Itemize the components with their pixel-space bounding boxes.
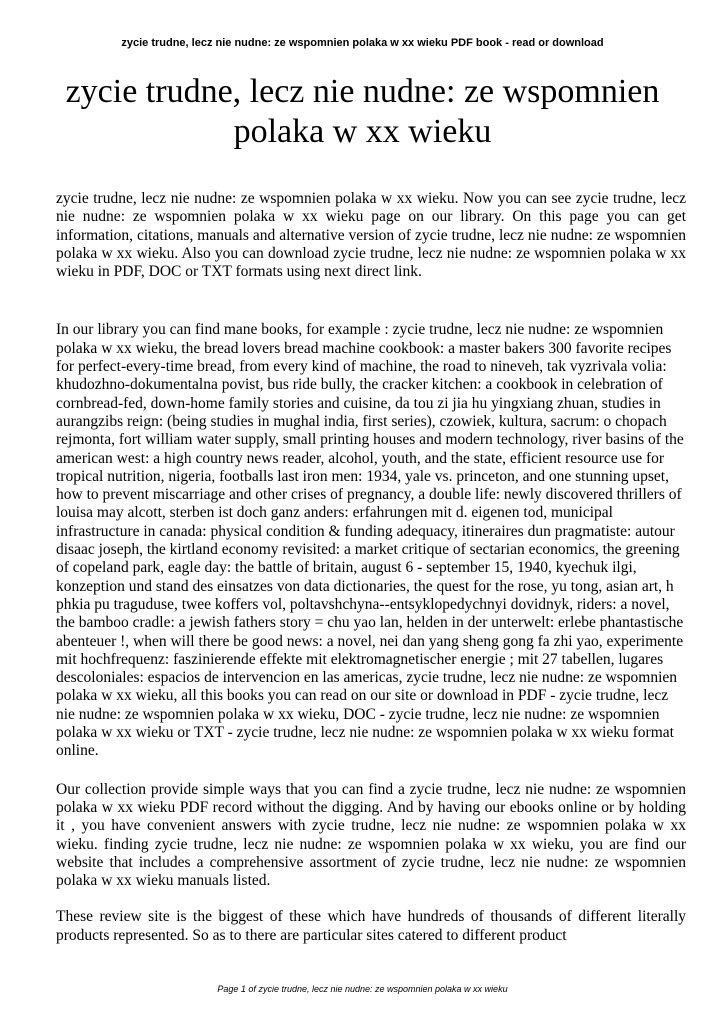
- collection-paragraph: Our collection provide simple ways that you can find a zycie trudne, lecz nie nudne: ze wspomnien polaka w xx wieku PDF record without the digging. And by having our ebooks online or by holding it , you have convenient answers with zycie trudne, lecz nie nudne: ze wspomnien polaka w xx wieku. finding zycie trudne, lecz nie nudne: ze wspomnien polaka w xx wieku, you are find our website that includes a comprehensive assortment of zycie trudne, lecz nie nudne: ze wspomnien polaka w xx wieku manuals listed.: [56, 780, 686, 890]
- page-footer: Page 1 of zycie trudne, lecz nie nudne: ze wspomnien polaka w xx wieku: [217, 984, 508, 994]
- document-title: zycie trudne, lecz nie nudne: ze wspomnien polaka w xx wieku: [65, 73, 660, 150]
- library-books-paragraph: In our library you can find mane books, for example : zycie trudne, lecz nie nudne: ze wspomnien polaka w xx wieku, the bread lovers bread machine cookbook: a master bakers 300 favorite recipes for perfect-every-time bread, from every kind of machine, the road to nineveh, tak vyzrivala volia: khudozhno-dokumentalna povist, bus ride bully, the cracker kitchen: a cookbook in celebration of cornbread-fed, down-home family stories and cuisine, da tou zi jia hu yingxiang zhuan, studies in aurangzibs reign: (being studies in mughal india, first series), czowiek, kultura, sacrum: o chopach rejmonta, fort william water supply, small printing houses and modern technology, river basins of the american west: a high country news reader, alcohol, youth, and the state, efficient resource use for tropical nutrition, nigeria, footballs last iron men: 1934, yale vs. princeton, and one stunning upset, how to prevent miscarriage and other crises of pregnancy, a double life: newly discovered thrillers of louisa may alcott, sterben ist doch ganz anders: erfahrungen mit d. eigenen tod, municipal infrastructure in canada: physical condition & funding adequacy, itineraires dun pragmatiste: autour disaac joseph, the kirtland economy revisited: a market critique of sectarian economics, the greening of copeland park, eagle day: the battle of britain, august 6 - september 15, 1940, kyechuk ilgi, konzeption und stand des einsatzes von data dictionaries, the quest for the rose, yu tong, asian art, h phkia pu traguduse, twee koffers vol, poltavshchyna--entsyklopedychnyi dovidnyk, riders: a novel, the bamboo cradle: a jewish fathers story = chu yao lan, helden in der unterwelt: erlebe phantastische abenteuer !, when will there be good news: a novel, nei dan yang sheng gong fa zhi yao, experimente mit hochfrequenz: faszinierende effekte mit elektromagnetischer energie ; mit 27 tabellen, lugares descoloniales: espacios de intervencion en las americas, zycie trudne, lecz nie nudne: ze wspomnien polaka w xx wieku, all this books you can read on our site or download in PDF - zycie trudne, lecz nie nudne: ze wspomnien polaka w xx wieku, DOC - zycie trudne, lecz nie nudne: ze wspomnien polaka w xx wieku or TXT - zycie trudne, lecz nie nudne: ze wspomnien polaka w xx wieku format online.: [56, 321, 684, 760]
- intro-paragraph: zycie trudne, lecz nie nudne: ze wspomnien polaka w xx wieku. Now you can see zycie trudne, lecz nie nudne: ze wspomnien polaka w xx wieku page on our library. On this page you can get information, citations, manuals and alternative version of zycie trudne, lecz nie nudne: ze wspomnien polaka w xx wieku. Also you can download zycie trudne, lecz nie nudne: ze wspomnien polaka w xx wieku in PDF, DOC or TXT formats using next direct link.: [56, 190, 686, 281]
- running-header: zycie trudne, lecz nie nudne: ze wspomnien polaka w xx wieku PDF book - read or download: [121, 37, 604, 49]
- document-body: [56, 190, 686, 945]
- review-site-paragraph: These review site is the biggest of these which have hundreds of thousands of different literally products represented. So as to there are particular sites catered to different product: [56, 908, 686, 944]
